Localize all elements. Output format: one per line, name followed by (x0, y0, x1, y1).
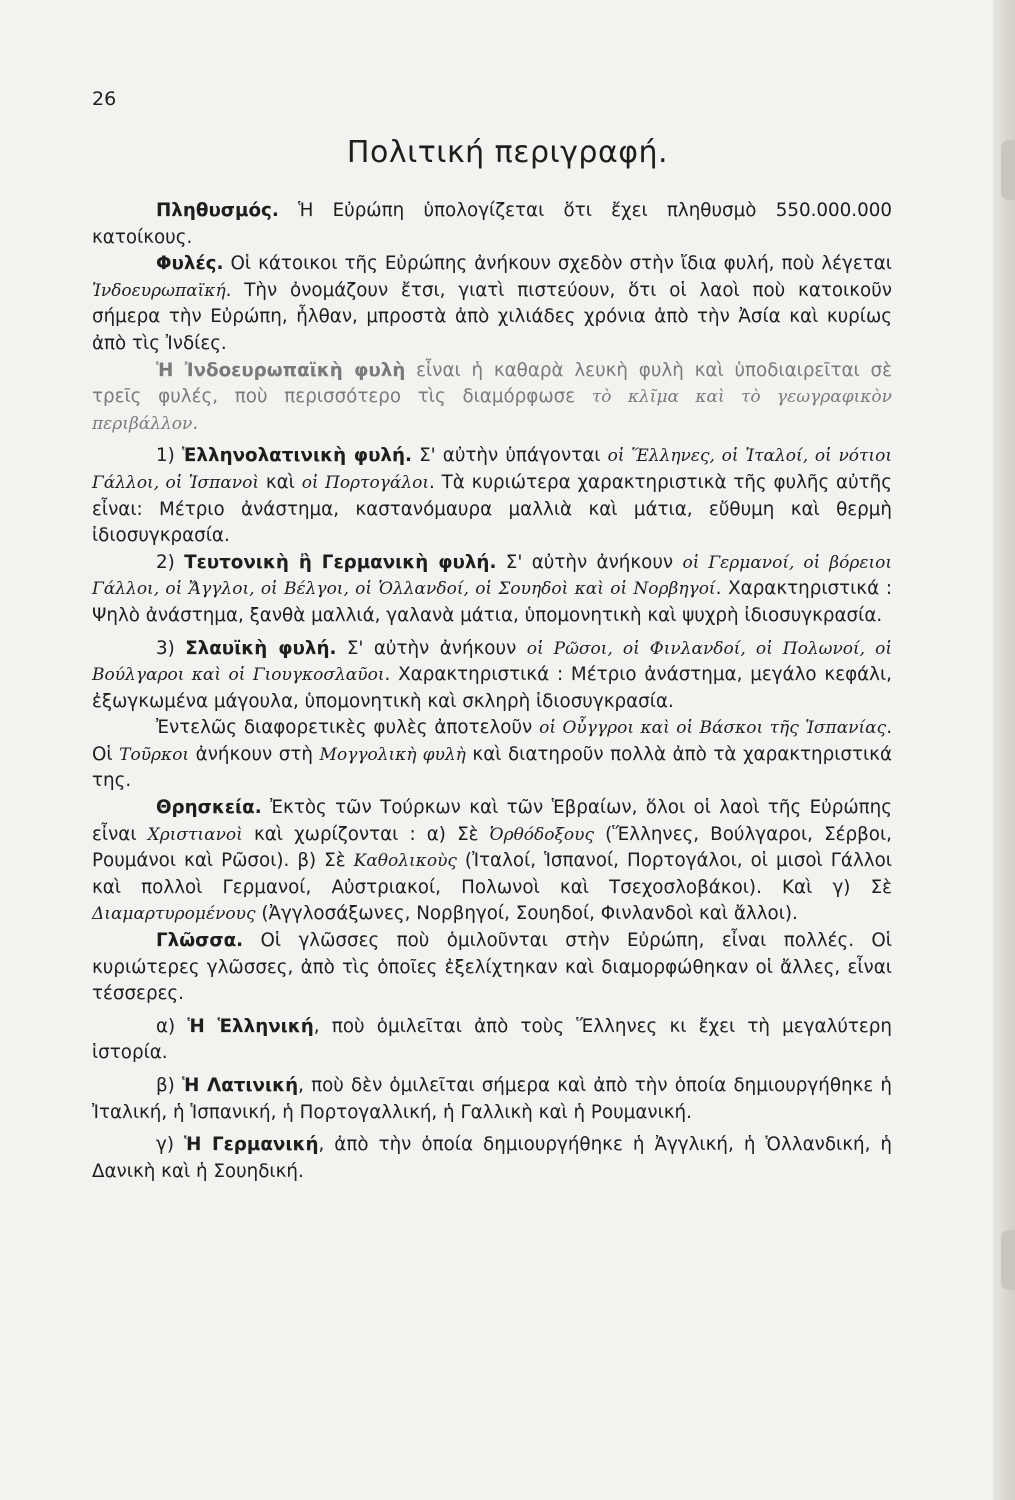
heading-latin-language: Ἡ Λατινική (181, 1075, 299, 1096)
heading-slavic: Σλαυϊκὴ φυλή. (185, 637, 337, 659)
text: καὶ διατηροῦν πολλὰ ἀπὸ τὰ χαρακτηριστικά της. (92, 743, 893, 792)
page-tab (1001, 1230, 1015, 1290)
list-number: α) (156, 1015, 188, 1037)
italic-text: Χριστιανοὶ (147, 824, 243, 845)
italic-text: Τοῦρκοι (119, 744, 190, 765)
italic-text: Ἰνδοευρωπαϊκή (92, 280, 226, 301)
text: Οἱ γλῶσσες ποὺ ὁμιλοῦνται στὴν Εὐρώπη, εἶναι πολλές. Οἱ κυριώτερες γλῶσσες, ἀπὸ τὶς ὁποῖες ἐξελίχτηκαν καὶ διαμορφώθηκαν οἱ ἄλλες, εἶναι τέσσερες. (92, 930, 892, 1005)
text: εἶναι ἡ καθαρὰ λευκὴ φυλὴ καὶ ὑποδιαιρεῖται σὲ τρεῖς φυλές, ποὺ περισσότερο τὶς διαμόρφωσε (92, 359, 892, 408)
text: Ἐκτὸς τῶν Τούρκων καὶ τῶν Ἑβραίων, ὅλοι οἱ λαοὶ τῆς Εὐρώπης εἶναι (92, 797, 892, 845)
italic-text: οἱ Ρῶσοι, οἱ Φινλανδοί, οἱ Πολωνοί, οἱ Βούλγαροι καὶ οἱ Γιουγκοσλαῦοι (92, 638, 893, 686)
italic-text: τὸ κλῖμα καὶ τὸ γεωγραφικὸν περιβάλλον (92, 387, 893, 434)
text: ἀνήκουν στὴ (189, 743, 320, 765)
text: καὶ χωρίζονται : α) Σὲ (242, 823, 490, 845)
paragraph-religion (92, 795, 892, 928)
italic-text: οἱ Πορτογάλοι (301, 472, 430, 493)
text: Οἱ κάτοικοι τῆς Εὐρώπης ἀνήκουν σχεδὸν στὴν ἴδια φυλή, ποὺ λέγεται (223, 253, 892, 275)
list-number: γ) (156, 1134, 184, 1156)
list-number: 1) (156, 445, 182, 467)
page-number: 26 (92, 88, 117, 110)
body-text (92, 198, 892, 1185)
heading-population: Πληθυσμός. (156, 200, 279, 221)
heading-teutonic: Τευτονικὴ ἢ Γερμανικὴ φυλή. (184, 551, 497, 573)
heading-greek-language: Ἡ Ἑλληνική (187, 1015, 314, 1037)
text: . Οἱ (92, 717, 892, 765)
paragraph-races (92, 251, 892, 357)
heading-german-language: Ἡ Γερμανική (183, 1134, 319, 1156)
paragraph-slavic (92, 636, 892, 716)
text: Σ' αὐτὴν ἀνήκουν (336, 637, 527, 659)
heading-races: Φυλές. (156, 253, 224, 275)
text: Ἐντελῶς διαφορετικὲς φυλὲς ἀποτελοῦν (156, 717, 540, 739)
paragraph-german-language (92, 1132, 892, 1185)
text: Σ' αὐτὴν ὑπάγονται (411, 445, 608, 467)
text: (Ἕλληνες, Βούλγαροι, Σέρβοι, Ρουμάνοι καὶ Ρῶσοι). β) Σὲ (92, 823, 892, 872)
italic-text: Διαμαρτυρομένους (92, 904, 256, 925)
paragraph-teutonic (92, 550, 892, 630)
text: . Χαρακτηριστικά : Ψηλὸ ἀνάστημα, ξανθὰ μαλλιά, γαλανὰ μάτια, ὑπομονητικὴ καὶ ψυχρὴ ἰδιοσυγκρασία. (92, 578, 892, 626)
list-number: 3) (156, 637, 186, 659)
list-number: β) (156, 1075, 182, 1096)
text: , ἀπὸ τὴν ὁποία δημιουργήθηκε ἡ Ἀγγλική, ἡ Ὁλλανδική, ἡ Δανικὴ καὶ ἡ Σουηδική. (92, 1134, 892, 1182)
paragraph-indoeuropean (92, 358, 892, 438)
text: , ποὺ δὲν ὁμιλεῖται σήμερα καὶ ἀπὸ τὴν ὁποία δημιουργήθηκε ἡ Ἰταλική, ἡ Ἱσπανική, ἡ Πορτογαλλική, ἡ Γαλλικὴ καὶ ἡ Ρουμανική. (92, 1075, 892, 1123)
italic-text: οἱ Γερμανοί, οἱ βόρειοι Γάλλοι, οἱ Ἄγγλοι, οἱ Βέλγοι, οἱ Ὁλλανδοί, οἱ Σουηδοὶ καὶ οἱ Νορβηγοί (92, 552, 893, 600)
text: Σ' αὐτὴν ἀνήκουν (496, 551, 683, 573)
heading-language: Γλῶσσα. (156, 930, 244, 952)
heading-indoeuropean: Ἡ Ἰνδοευρωπαϊκὴ φυλὴ (156, 359, 406, 381)
text: (Ἀγγλοσάξωνες, Νορβηγοί, Σουηδοί, Φινλανδοὶ καὶ ἄλλοι). (255, 903, 798, 925)
paragraph-other-races (92, 715, 892, 795)
italic-text: Μογγολικὴ φυλὴ (319, 744, 466, 765)
italic-text: Ὀρθόδοξους (489, 824, 594, 845)
paragraph-hellenolatin (92, 443, 892, 549)
paragraph-greek-language (92, 1014, 892, 1067)
heading-religion: Θρησκεία. (156, 797, 262, 819)
text: Ἡ Εὐρώπη ὑπολογίζεται ὅτι ἔχει πληθυσμὸ 550.000.000 κατοίκους. (92, 200, 892, 248)
paragraph-population (92, 198, 892, 251)
paragraph-latin-language (92, 1073, 892, 1126)
italic-text: οἱ Οὖγγροι καὶ οἱ Βάσκοι τῆς Ἱσπανίας (539, 718, 887, 739)
italic-text: Καθολικοὺς (353, 851, 457, 872)
text: . Τὴν ὀνομάζουν ἔτσι, γιατὶ πιστεύουν, ὅτι οἱ λαοὶ ποὺ κατοικοῦν σήμερα τὴν Εὐρώπη, ἦλθαν, μπροστὰ ἀπὸ χιλιάδες χρόνια ἀπὸ τὴν Ἀσία καὶ κυρίως ἀπὸ τὶς Ἰνδίες. (92, 279, 892, 354)
text: . (192, 412, 199, 434)
list-number: 2) (156, 551, 185, 573)
text: (Ἰταλοί, Ἱσπανοί, Πορτογάλοι, οἱ μισοὶ Γάλλοι καὶ πολλοὶ Γερμανοί, Αὐστριακοί, Πολωνοὶ καὶ Τσεχοσλοβάκοι). Καὶ γ) Σὲ (92, 850, 892, 898)
text: . Χαρακτηριστικά : Μέτριο ἀνάστημα, μεγάλο κεφάλι, ἐξωγκωμένα μάγουλα, ὑπομονητικὴ καὶ σκληρὴ ἰδιοσυγκρασία. (92, 664, 892, 712)
italic-text: οἱ Ἕλληνες, οἱ Ἰταλοί, οἱ νότιοι Γάλλοι, οἱ Ἱσπανοὶ (92, 446, 892, 493)
page-title: Πολιτική περιγραφή. (346, 135, 669, 170)
heading-hellenolatin: Ἑλληνολατινικὴ φυλή. (181, 445, 412, 467)
paragraph-language (92, 928, 892, 1008)
text: . Τὰ κυριώτερα χαρακτηριστικὰ τῆς φυλῆς αὐτῆς εἶναι: Μέτριο ἀνάστημα, καστανόμαυρα μαλλιὰ καὶ μάτια, εὔθυμη καὶ θερμὴ ἰδιοσυγκρασία. (92, 471, 892, 547)
text: καὶ (259, 471, 302, 493)
text: , ποὺ ὁμιλεῖται ἀπὸ τοὺς Ἕλληνες κι ἔχει τὴ μεγαλύτερη ἱστορία. (92, 1015, 892, 1064)
